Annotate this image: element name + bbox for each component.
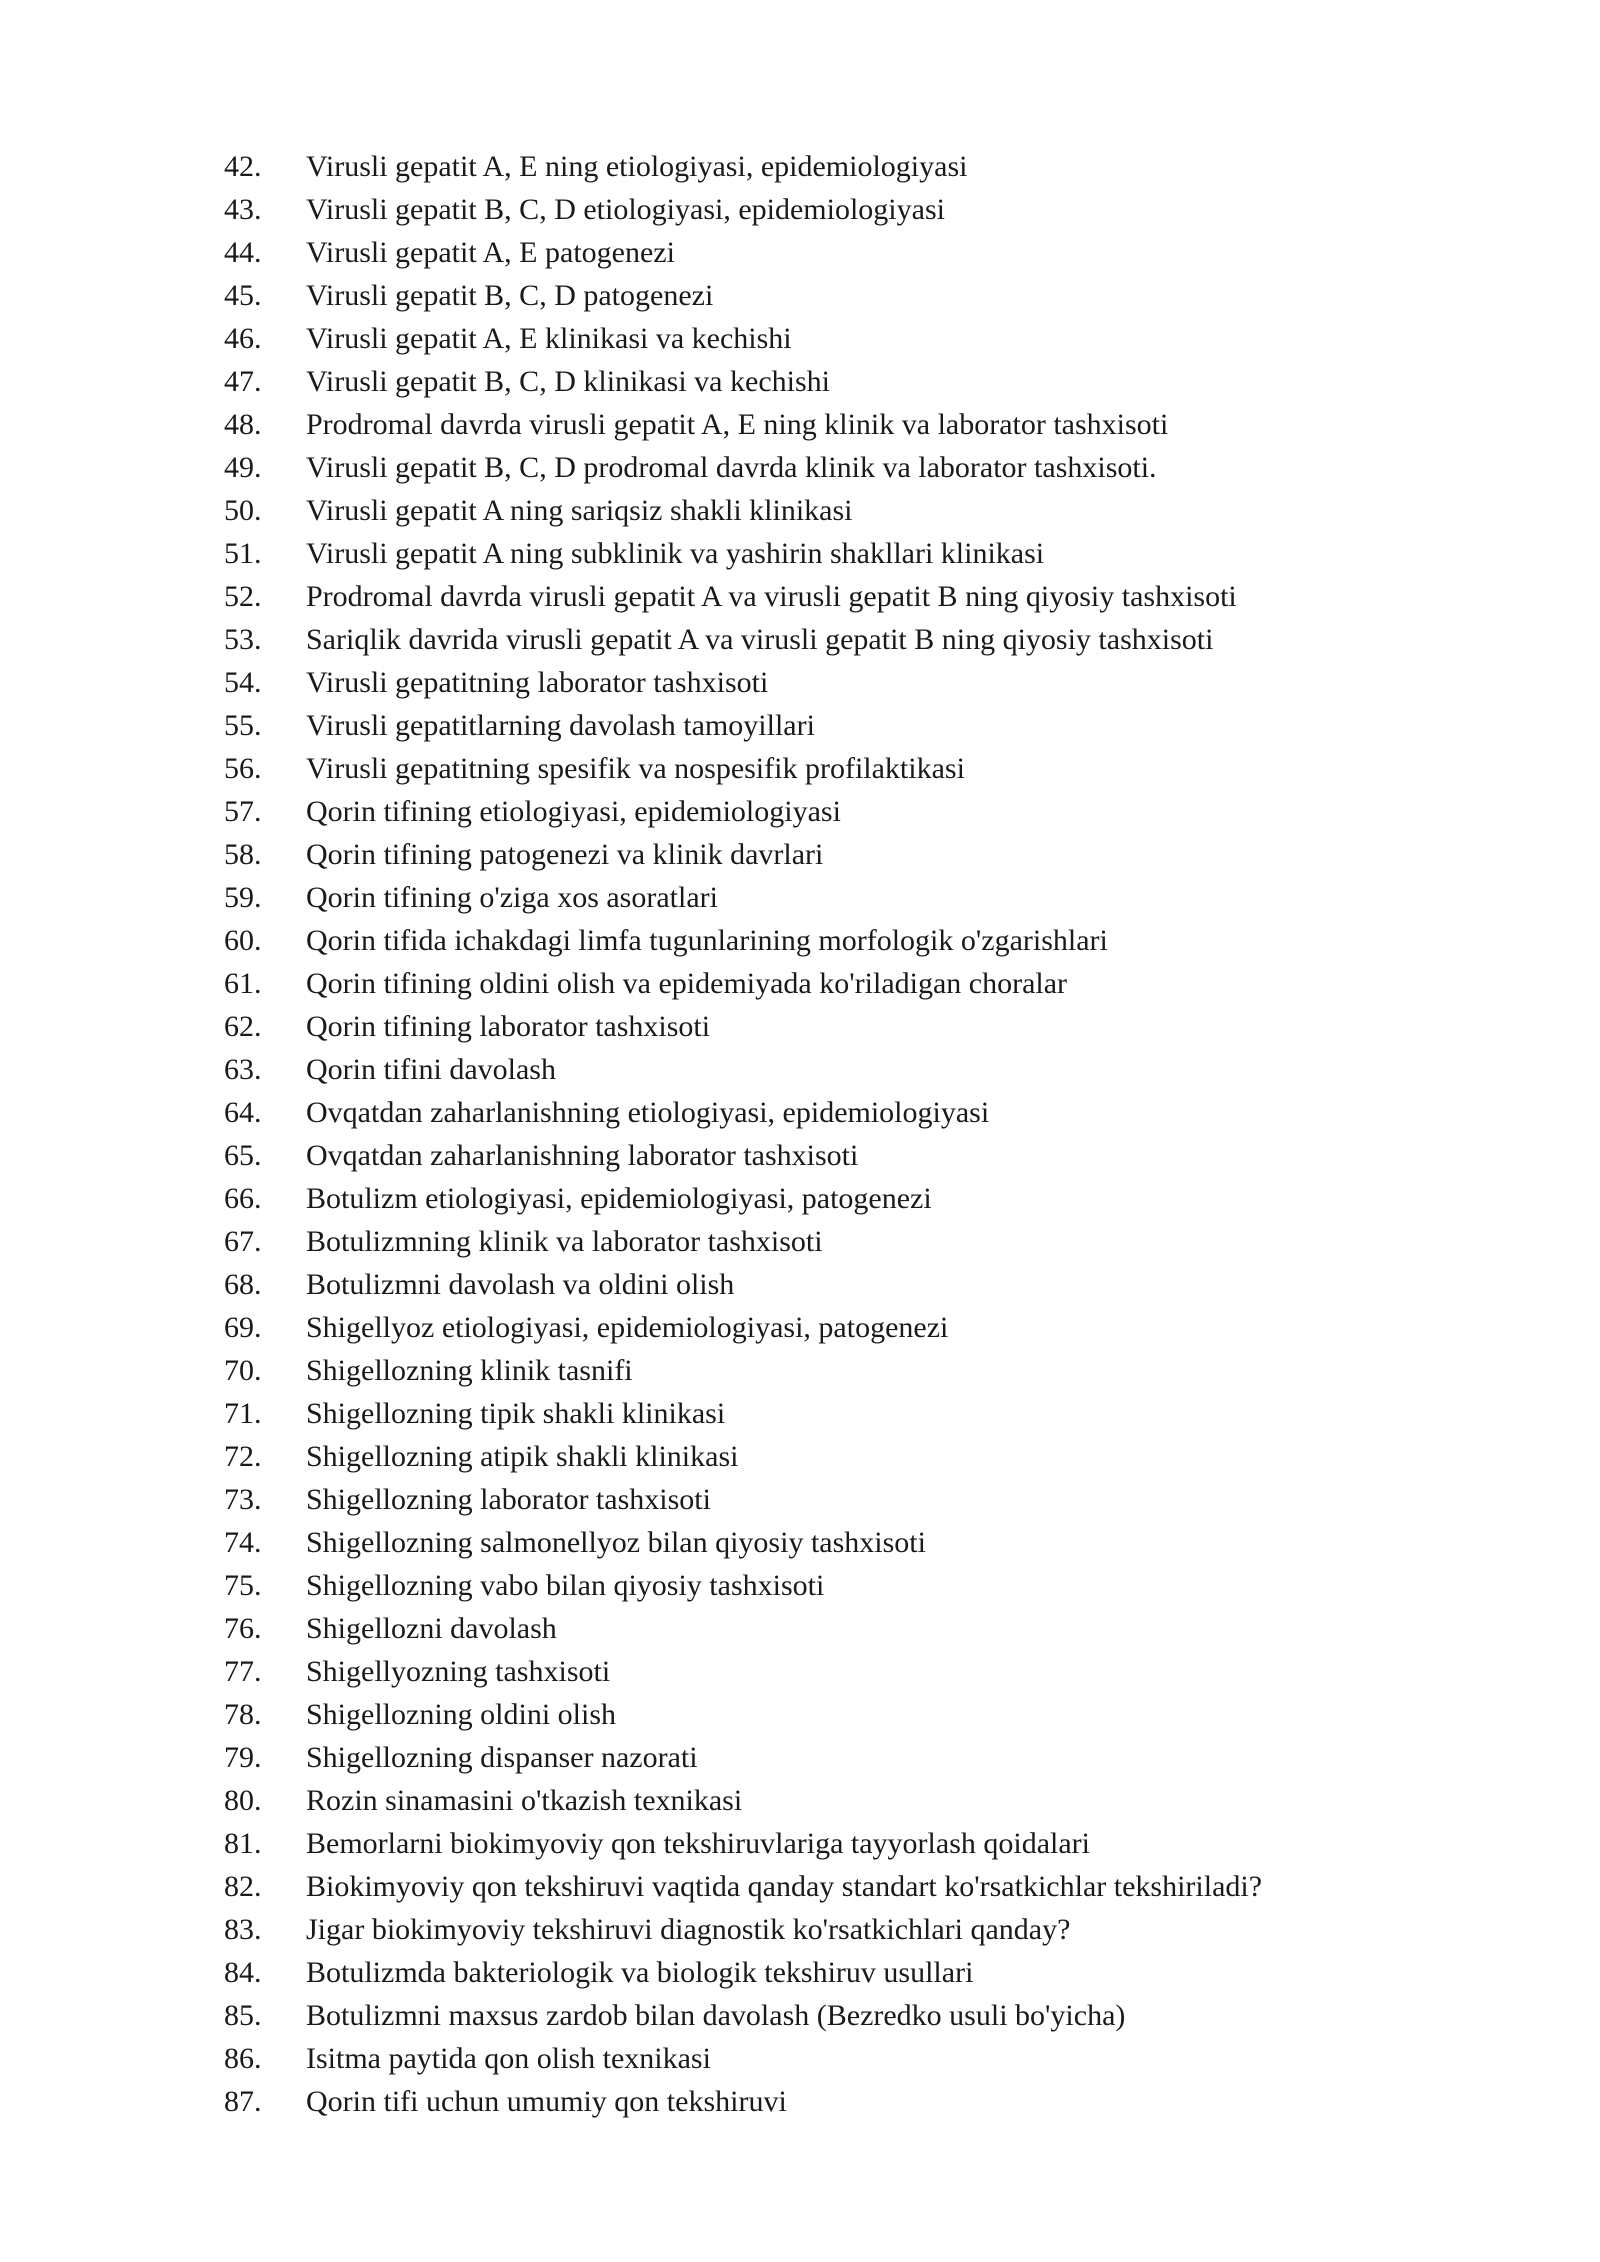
item-number: 45.	[224, 279, 262, 312]
item-number: 73.	[224, 1483, 262, 1516]
item-number: 64.	[224, 1096, 262, 1129]
list-item	[224, 1870, 1404, 1913]
item-text: Jigar biokimyoviy tekshiruvi diagnostik ko'rsatkichlari qanday?	[306, 1913, 1071, 1946]
item-number: 75.	[224, 1569, 262, 1602]
list-item	[224, 795, 1404, 838]
list-item	[224, 1741, 1404, 1784]
item-number: 63.	[224, 1053, 262, 1086]
list-item	[224, 279, 1404, 322]
item-number: 56.	[224, 752, 262, 785]
item-text: Virusli gepatitlarning davolash tamoyillari	[306, 709, 815, 742]
item-number: 61.	[224, 967, 262, 1000]
item-number: 79.	[224, 1741, 262, 1774]
item-text: Shigellozni davolash	[306, 1612, 557, 1645]
list-item	[224, 709, 1404, 752]
item-text: Botulizmda bakteriologik va biologik tekshiruv usullari	[306, 1956, 974, 1989]
item-number: 86.	[224, 2042, 262, 2075]
item-text: Shigellozning tipik shakli klinikasi	[306, 1397, 726, 1430]
item-number: 87.	[224, 2085, 262, 2118]
item-number: 48.	[224, 408, 262, 441]
numbered-question-list	[224, 150, 1404, 2128]
item-text: Virusli gepatit B, C, D patogenezi	[306, 279, 714, 312]
item-text: Bemorlarni biokimyoviy qon tekshiruvlariga tayyorlash qoidalari	[306, 1827, 1090, 1860]
list-item	[224, 451, 1404, 494]
item-text: Qorin tifining patogenezi va klinik davrlari	[306, 838, 824, 871]
list-item	[224, 1483, 1404, 1526]
list-item	[224, 1182, 1404, 1225]
item-number: 47.	[224, 365, 262, 398]
item-text: Shigellyoz etiologiyasi, epidemiologiyasi, patogenezi	[306, 1311, 949, 1344]
list-item	[224, 838, 1404, 881]
item-text: Qorin tifining etiologiyasi, epidemiologiyasi	[306, 795, 841, 828]
list-item	[224, 408, 1404, 451]
list-item	[224, 1655, 1404, 1698]
item-text: Virusli gepatit B, C, D etiologiyasi, epidemiologiyasi	[306, 193, 945, 226]
item-number: 42.	[224, 150, 262, 183]
item-text: Virusli gepatit A, E patogenezi	[306, 236, 675, 269]
list-item	[224, 881, 1404, 924]
item-number: 57.	[224, 795, 262, 828]
item-number: 83.	[224, 1913, 262, 1946]
item-text: Shigellozning oldini olish	[306, 1698, 617, 1731]
list-item	[224, 1698, 1404, 1741]
item-number: 55.	[224, 709, 262, 742]
item-text: Qorin tifi uchun umumiy qon tekshiruvi	[306, 2085, 787, 2118]
list-item	[224, 494, 1404, 537]
list-item	[224, 1311, 1404, 1354]
list-item	[224, 1526, 1404, 1569]
item-text: Sariqlik davrida virusli gepatit A va virusli gepatit B ning qiyosiy tashxisoti	[306, 623, 1214, 656]
item-number: 51.	[224, 537, 262, 570]
item-number: 82.	[224, 1870, 262, 1903]
list-item	[224, 752, 1404, 795]
item-number: 60.	[224, 924, 262, 957]
item-number: 67.	[224, 1225, 262, 1258]
item-text: Virusli gepatit B, C, D prodromal davrda klinik va laborator tashxisoti.	[306, 451, 1157, 484]
list-item	[224, 967, 1404, 1010]
item-text: Prodromal davrda virusli gepatit A, E ning klinik va laborator tashxisoti	[306, 408, 1169, 441]
item-text: Virusli gepatitning laborator tashxisoti	[306, 666, 769, 699]
item-text: Shigellozning vabo bilan qiyosiy tashxisoti	[306, 1569, 825, 1602]
list-item	[224, 1569, 1404, 1612]
list-item	[224, 1612, 1404, 1655]
item-number: 49.	[224, 451, 262, 484]
list-item	[224, 150, 1404, 193]
list-item	[224, 2085, 1404, 2128]
list-item	[224, 365, 1404, 408]
item-number: 46.	[224, 322, 262, 355]
item-text: Ovqatdan zaharlanishning etiologiyasi, epidemiologiyasi	[306, 1096, 990, 1129]
item-text: Qorin tifida ichakdagi limfa tugunlarining morfologik o'zgarishlari	[306, 924, 1108, 957]
item-text: Shigellozning laborator tashxisoti	[306, 1483, 711, 1516]
item-number: 74.	[224, 1526, 262, 1559]
item-number: 85.	[224, 1999, 262, 2032]
list-item	[224, 924, 1404, 967]
item-text: Shigellyozning tashxisoti	[306, 1655, 611, 1688]
item-number: 72.	[224, 1440, 262, 1473]
list-item	[224, 1139, 1404, 1182]
item-text: Virusli gepatit A, E ning etiologiyasi, epidemiologiyasi	[306, 150, 968, 183]
list-item	[224, 1913, 1404, 1956]
item-number: 65.	[224, 1139, 262, 1172]
item-text: Shigellozning klinik tasnifi	[306, 1354, 633, 1387]
item-text: Virusli gepatit A ning sariqsiz shakli klinikasi	[306, 494, 853, 527]
item-text: Shigellozning atipik shakli klinikasi	[306, 1440, 739, 1473]
item-text: Botulizm etiologiyasi, epidemiologiyasi, patogenezi	[306, 1182, 932, 1215]
item-number: 50.	[224, 494, 262, 527]
item-text: Qorin tifini davolash	[306, 1053, 556, 1086]
list-item	[224, 1397, 1404, 1440]
list-item	[224, 1010, 1404, 1053]
item-number: 70.	[224, 1354, 262, 1387]
item-text: Ovqatdan zaharlanishning laborator tashxisoti	[306, 1139, 859, 1172]
item-text: Botulizmni davolash va oldini olish	[306, 1268, 735, 1301]
item-number: 53.	[224, 623, 262, 656]
list-item	[224, 537, 1404, 580]
item-text: Prodromal davrda virusli gepatit A va virusli gepatit B ning qiyosiy tashxisoti	[306, 580, 1237, 613]
item-text: Rozin sinamasini o'tkazish texnikasi	[306, 1784, 743, 1817]
item-text: Qorin tifining oldini olish va epidemiyada ko'riladigan choralar	[306, 967, 1068, 1000]
item-number: 62.	[224, 1010, 262, 1043]
item-text: Virusli gepatit A ning subklinik va yashirin shakllari klinikasi	[306, 537, 1045, 570]
item-number: 59.	[224, 881, 262, 914]
item-number: 80.	[224, 1784, 262, 1817]
item-number: 52.	[224, 580, 262, 613]
item-text: Shigellozning salmonellyoz bilan qiyosiy tashxisoti	[306, 1526, 926, 1559]
item-number: 84.	[224, 1956, 262, 1989]
item-text: Virusli gepatit B, C, D klinikasi va kechishi	[306, 365, 830, 398]
list-item	[224, 2042, 1404, 2085]
item-text: Qorin tifining o'ziga xos asoratlari	[306, 881, 718, 914]
item-number: 43.	[224, 193, 262, 226]
list-item	[224, 1999, 1404, 2042]
list-item	[224, 1053, 1404, 1096]
item-number: 44.	[224, 236, 262, 269]
list-item	[224, 1096, 1404, 1139]
list-item	[224, 322, 1404, 365]
item-text: Qorin tifining laborator tashxisoti	[306, 1010, 711, 1043]
list-item	[224, 666, 1404, 709]
item-text: Biokimyoviy qon tekshiruvi vaqtida qanday standart ko'rsatkichlar tekshiriladi?	[306, 1870, 1263, 1903]
list-item	[224, 1956, 1404, 1999]
list-item	[224, 1268, 1404, 1311]
list-item	[224, 1225, 1404, 1268]
list-item	[224, 1827, 1404, 1870]
item-number: 71.	[224, 1397, 262, 1430]
item-number: 78.	[224, 1698, 262, 1731]
list-item	[224, 193, 1404, 236]
list-item	[224, 580, 1404, 623]
list-item	[224, 1440, 1404, 1483]
item-text: Virusli gepatit A, E klinikasi va kechishi	[306, 322, 792, 355]
item-number: 81.	[224, 1827, 262, 1860]
item-text: Botulizmning klinik va laborator tashxisoti	[306, 1225, 823, 1258]
item-number: 54.	[224, 666, 262, 699]
list-item	[224, 236, 1404, 279]
item-text: Botulizmni maxsus zardob bilan davolash (Bezredko usuli bo'yicha)	[306, 1999, 1126, 2032]
item-number: 76.	[224, 1612, 262, 1645]
list-item	[224, 1354, 1404, 1397]
list-item	[224, 1784, 1404, 1827]
item-number: 77.	[224, 1655, 262, 1688]
item-text: Shigellozning dispanser nazorati	[306, 1741, 698, 1774]
item-number: 68.	[224, 1268, 262, 1301]
item-text: Virusli gepatitning spesifik va nospesifik profilaktikasi	[306, 752, 965, 785]
item-number: 66.	[224, 1182, 262, 1215]
item-number: 69.	[224, 1311, 262, 1344]
list-item	[224, 623, 1404, 666]
item-number: 58.	[224, 838, 262, 871]
item-text: Isitma paytida qon olish texnikasi	[306, 2042, 711, 2075]
